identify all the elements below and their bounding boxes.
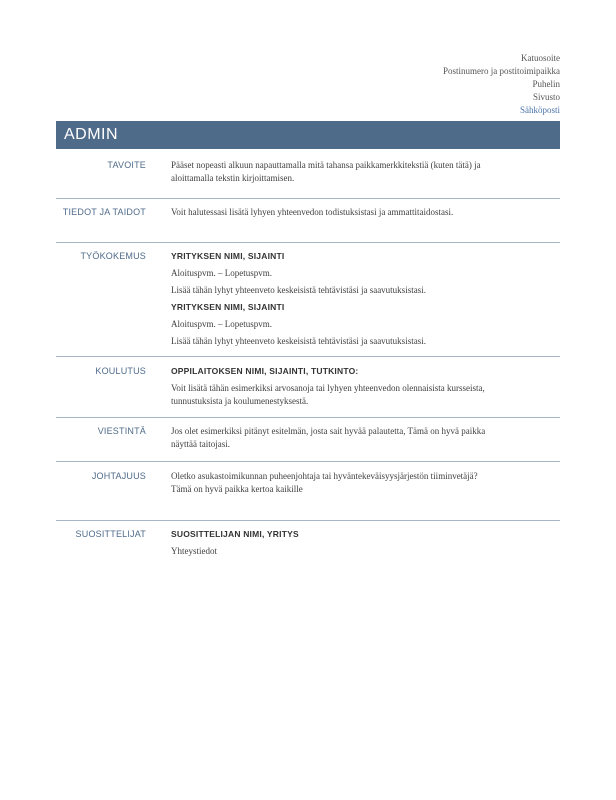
person-name: ADMIN xyxy=(64,126,119,143)
objective-text: Pääset nopeasti alkuun napauttamalla mitä tahansa paikkamerkkitekstiä (kuten tätä) ja aloittamalla tekstin kirjoittamisen. xyxy=(171,160,481,183)
website: Sivusto xyxy=(532,92,560,102)
street-address: Katuosoite xyxy=(521,53,560,63)
postal-address: Postinumero ja postitoimipaikka xyxy=(443,66,560,76)
job-title: YRITYKSEN NIMI, SIJAINTI xyxy=(171,251,285,261)
reference-contact: Yhteystiedot xyxy=(171,546,217,556)
section-label: TYÖKOKEMUS xyxy=(80,251,146,261)
job-description: Lisää tähän lyhyt yhteenveto keskeisistä tehtävistäsi ja saavutuksistasi. xyxy=(171,285,426,295)
job-description: Lisää tähän lyhyt yhteenveto keskeisistä tehtävistäsi ja saavutuksistasi. xyxy=(171,336,426,346)
education-content xyxy=(171,365,496,408)
skills-text: Voit halutessasi lisätä lyhyen yhteenvedon todistuksistasi ja ammattitaidostasi. xyxy=(171,207,454,217)
name-banner xyxy=(56,121,560,149)
phone: Puhelin xyxy=(532,79,560,89)
job-title: YRITYKSEN NIMI, SIJAINTI xyxy=(171,302,285,312)
school-title: OPPILAITOKSEN NIMI, SIJAINTI, TUTKINTO: xyxy=(171,366,359,376)
email: Sähköposti xyxy=(519,105,560,115)
job-dates: Aloituspvm. – Lopetuspvm. xyxy=(171,268,272,278)
communication-text: Jos olet esimerkiksi pitänyt esitelmän, josta sait hyvää palautetta, Tämä on hyvä paikka näyttää taitojasi. xyxy=(171,426,486,449)
contact-block xyxy=(443,52,560,117)
job-dates: Aloituspvm. – Lopetuspvm. xyxy=(171,319,272,329)
education-text: Voit lisätä tähän esimerkiksi arvosanoja tai lyhyen yhteenvedon olennaisista kursseista, tunnustuksista ja koulumenestyksestä. xyxy=(171,383,485,406)
section-label: TAVOITE xyxy=(107,160,146,170)
section-label: VIESTINTÄ xyxy=(97,426,146,436)
references-content xyxy=(171,528,496,558)
section-label: SUOSITTELIJAT xyxy=(75,529,146,539)
reference-name: SUOSITTELIJAN NIMI, YRITYS xyxy=(171,529,299,539)
section-label: TIEDOT JA TAIDOT xyxy=(62,207,146,217)
experience-list xyxy=(171,250,496,348)
leadership-text: Oletko asukastoimikunnan puheenjohtaja tai hyväntekeväisyysjärjestön tiiminvetäjä? Tämä on hyvä paikka kertoa kaikille xyxy=(171,471,478,494)
section-label: KOULUTUS xyxy=(95,366,146,376)
section-label: JOHTAJUUS xyxy=(91,471,146,481)
